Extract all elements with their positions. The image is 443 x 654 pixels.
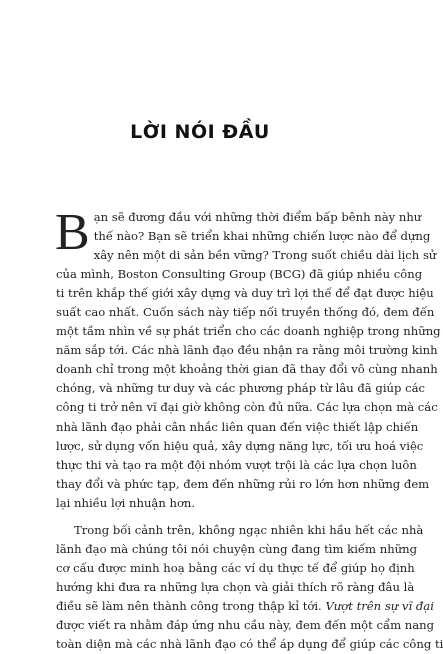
page-title: LỜI NÓI ĐẦU [130,121,270,143]
text-line: năm sắp tới. Các nhà lãnh đạo đều nhận ra rằng môi trường kinh [56,343,438,358]
text-line: lược, sử dụng vốn hiệu quả, xây dựng năng lực, tối ưu hoá việc [56,438,424,453]
text-line: chóng, và những tư duy và các phương pháp từ lâu đã giúp các [56,381,426,396]
drop-cap-block [55,204,437,265]
text-line: toàn diện mà các nhà lãnh đạo có thể áp dụng để giúp các công ti [56,637,443,652]
text-line: cơ cấu được minh hoạ bằng các ví dụ thực tế để giúp họ định [56,560,415,575]
text-line: của mình, Boston Consulting Group (BCG) đã giúp nhiều công [56,267,423,282]
text-line: lãnh đạo mà chúng tôi nói chuyện cùng đang tìm kiếm những [56,541,418,556]
paragraph-1 [55,204,441,513]
paragraph-2 [56,521,443,654]
text-line: được viết ra nhằm đáp ứng nhu cầu này, đem đến một cẩm nang [56,617,435,632]
text-line [56,597,434,616]
text-line: thực thi và tạo ra một đội nhóm vượt trội là các lựa chọn luôn [56,457,417,472]
text-line: một tầm nhìn về sự phát triển cho các doanh nghiệp trong những [56,324,441,339]
text-line: doanh chỉ trong một khoảng thời gian đã thay đổi vô cùng nhanh [56,362,438,377]
text-line: xây nên một di sản bền vững? Trong suốt chiều dài lịch sử [93,248,437,263]
text-line-start: điều sẽ làm nên thành công trong thập kỉ tới. [56,598,322,613]
text-line: thế nào? Bạn sẽ triển khai những chiến lược nào để dựng [93,229,431,244]
text-line: nhà lãnh đạo phải cân nhắc liên quan đến việc thiết lập chiến [56,419,419,434]
text-line: ạn sẽ đương đầu với những thời điểm bấp bênh này như [93,210,422,224]
text-line: công ti trở nên vĩ đại giờ không còn đủ nữa. Các lựa chọn mà các [56,400,438,415]
text-line: thay đổi và phức tạp, đem đến những rủi ro lớn hơn những đem [56,476,430,491]
book-title-italic: Vượt trên sự vĩ đại [325,598,434,613]
drop-cap: B [55,204,90,261]
text-line: lại nhiều lợi nhuận hơn. [56,495,196,510]
text-line: hướng khi đưa ra những lựa chọn và giải thích rõ ràng đâu là [56,579,415,594]
text-line: Trong bối cảnh trên, không ngạc nhiên khi hầu hết các nhà [74,522,424,537]
text-line: ti trên khắp thế giới xây dựng và duy trì lợi thế để đạt được hiệu [56,286,434,301]
body-text [55,204,443,654]
text-line: suất cao nhất. Cuốn sách này tiếp nối truyền thống đó, đem đến [56,305,435,320]
